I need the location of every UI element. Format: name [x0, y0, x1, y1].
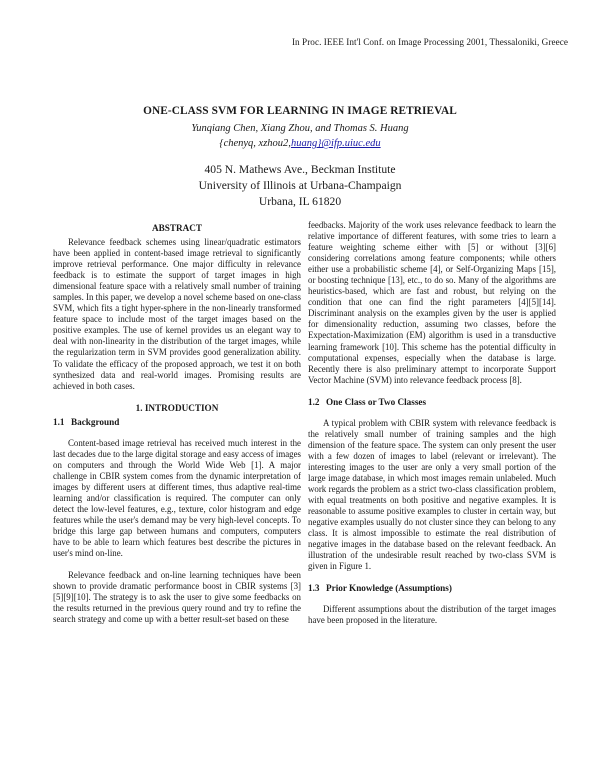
section-number: 1.2 [308, 396, 320, 407]
one-class-paragraph: A typical problem with CBIR system with relevance feedback is the relatively small number of training samples and the high dimension of the feature space. The system can only present the user with a few dozen of images to label (relevant or irrelevant). The interesting images to the user are only a very small portion of the large image database, in which most images remain unlabeled. Much work regards the problem as a strict two-class classification problem, with equal treatments on both positive and negative examples. It is reasonable to assume positive examples to cluster in certain way, but negative examples usually do not cluster since they can belong to any class. It is almost impossible to estimate the real distribution of negative images in the database based on the relevant feedback. An illustration of the undesirable result reached by two-class SVM is given in Figure 1. [308, 417, 556, 572]
paper-title: ONE-CLASS SVM FOR LEARNING IN IMAGE RETRIEVAL [143, 105, 457, 117]
one-class-heading [308, 397, 556, 407]
abstract-text: Relevance feedback schemes using linear/quadratic estimators have been applied in content-based image retrieval to significantly improve retrieval performance. One major difficulty in relevance feedback is to estimate the support of target images in high dimensional feature space with a relatively small number of training samples. In this paper, we develop a novel scheme based on one-class SVM, which fits a tight hyper-sphere in the non-linearly transformed feature space to include most of the target images based on the positive examples. The use of kernel provides us an elegant way to deal with non-linearity in the distribution of the target images, while the regularization term in SVM provides good generalization ability. To validate the efficacy of the proposed approach, we test it on both synthesized data and real-world images. Promising results are achieved in both cases. [53, 237, 301, 391]
section-number: 1.1 [53, 416, 65, 427]
section-title: One Class or Two Classes [326, 396, 427, 407]
continued-paragraph: feedbacks. Majority of the work uses relevance feedback to learn the relative importance of different features, with some tries to learn a feature weighting scheme either with [5] or without [3][6] considering correlations among feature components; while others either use a probabilistic scheme [4], or Self-Organizing Maps [15], or boosting technique [13], etc., to do so. Many of the algorithms are heuristics-based, which are fast and robust, but relying on the condition that one can find the right parameters [4][5][14]. Discriminant analysis on the examples given by the user is applied for dimensionality reduction, assuming two classes, before the Expectation-Maximization (EM) algorithm is used in a transductive learning framework [10]. This scheme has the potential difficulty in computational expenses, especially when the database is large. Recently there is also preliminary attempt to incorporate Support Vector Machine (SVM) into relevance feedback process [8]. [308, 220, 556, 385]
section-title: Background [71, 416, 120, 427]
background-heading [53, 417, 301, 427]
right-column [308, 220, 556, 626]
paper-authors: Yunqiang Chen, Xiang Zhou, and Thomas S. Huang [191, 123, 409, 134]
conference-note: In Proc. IEEE Int'l Conf. on Image Processing 2001, Thessaloniki, Greece [291, 37, 568, 47]
affiliation-line-3: Urbana, IL 61820 [258, 195, 342, 208]
affiliation-line-1: 405 N. Mathews Ave., Beckman Institute [204, 163, 396, 176]
abstract-heading: ABSTRACT [151, 223, 203, 233]
author-emails [0, 138, 600, 149]
introduction-heading: 1. INTRODUCTION [135, 402, 219, 413]
intro-paragraph-1: Content-based image retrieval has received much interest in the last decades due to the large digital storage and easy access of images on computers and through the World Wide Web [1]. A major challenge in CBIR system comes from the dynamic interpretation of images by different users at different times, thus adaptive real-time learning and/or classification is required. The computer can only detect the low-level features, e.g., texture, color histogram and edge features while the user's demand may be very high-level concepts. To bridge this large gap between humans and computers, computers have to be able to learn which features best describe the pictures in user's mind on-line. [53, 437, 301, 559]
section-title: Prior Knowledge (Assumptions) [326, 583, 452, 594]
intro-paragraph-2: Relevance feedback and on-line learning techniques have been shown to provide dramatic performance boost in CBIR systems [3][5][9][10]. The strategy is to ask the user to give some feedbacks on the results returned in the previous query round and try to refine the search strategy and come up with a better result-set based on these [53, 570, 301, 625]
left-column [53, 223, 301, 625]
emails-prefix: {chenyq, xzhou2, [219, 138, 291, 149]
section-number: 1.3 [308, 583, 320, 594]
email-link[interactable]: huang}@ifp.uiuc.edu [290, 138, 381, 149]
prior-knowledge-heading [308, 583, 556, 593]
prior-knowledge-paragraph: Different assumptions about the distribution of the target images have been proposed in the literature. [308, 604, 556, 626]
affiliation-line-2: University of Illinois at Urbana-Champaign [198, 179, 402, 192]
